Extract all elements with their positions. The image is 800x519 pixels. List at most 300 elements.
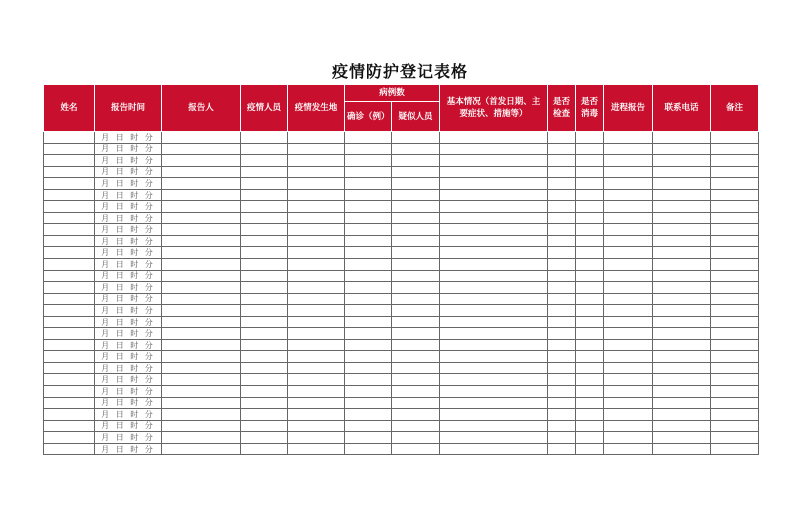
table-cell[interactable] [548, 270, 576, 282]
table-cell[interactable] [44, 166, 95, 178]
table-cell[interactable] [392, 316, 440, 328]
table-cell[interactable] [548, 328, 576, 340]
table-cell[interactable] [162, 155, 241, 167]
table-cell[interactable] [548, 132, 576, 144]
table-cell[interactable] [241, 132, 288, 144]
table-cell[interactable] [44, 189, 95, 201]
table-cell[interactable] [548, 259, 576, 271]
table-cell[interactable] [576, 259, 604, 271]
table-cell[interactable] [392, 247, 440, 259]
report-time-cell[interactable]: 月 日 时 分 [95, 293, 162, 305]
table-cell[interactable] [162, 178, 241, 190]
table-cell[interactable] [392, 432, 440, 444]
table-cell[interactable] [345, 155, 392, 167]
table-cell[interactable] [440, 166, 548, 178]
table-cell[interactable] [241, 224, 288, 236]
table-cell[interactable] [576, 189, 604, 201]
table-cell[interactable] [604, 259, 653, 271]
table-cell[interactable] [604, 235, 653, 247]
table-cell[interactable] [288, 166, 345, 178]
table-cell[interactable] [548, 247, 576, 259]
table-cell[interactable] [711, 132, 759, 144]
table-cell[interactable] [548, 305, 576, 317]
table-cell[interactable] [440, 386, 548, 398]
table-cell[interactable] [440, 374, 548, 386]
table-cell[interactable] [44, 397, 95, 409]
table-cell[interactable] [440, 339, 548, 351]
table-cell[interactable] [548, 339, 576, 351]
table-cell[interactable] [604, 132, 653, 144]
table-cell[interactable] [241, 374, 288, 386]
table-cell[interactable] [44, 305, 95, 317]
table-cell[interactable] [576, 362, 604, 374]
table-cell[interactable] [241, 143, 288, 155]
table-cell[interactable] [576, 155, 604, 167]
table-cell[interactable] [576, 351, 604, 363]
table-cell[interactable] [548, 178, 576, 190]
table-cell[interactable] [653, 247, 711, 259]
table-cell[interactable] [711, 155, 759, 167]
table-cell[interactable] [576, 178, 604, 190]
table-cell[interactable] [44, 386, 95, 398]
table-cell[interactable] [440, 443, 548, 455]
table-cell[interactable] [241, 235, 288, 247]
table-cell[interactable] [44, 224, 95, 236]
table-cell[interactable] [576, 420, 604, 432]
table-cell[interactable] [711, 305, 759, 317]
table-cell[interactable] [392, 374, 440, 386]
table-cell[interactable] [548, 293, 576, 305]
report-time-cell[interactable]: 月 日 时 分 [95, 351, 162, 363]
table-cell[interactable] [345, 432, 392, 444]
report-time-cell[interactable]: 月 日 时 分 [95, 178, 162, 190]
table-cell[interactable] [288, 293, 345, 305]
report-time-cell[interactable]: 月 日 时 分 [95, 339, 162, 351]
table-cell[interactable] [345, 166, 392, 178]
table-cell[interactable] [604, 178, 653, 190]
table-cell[interactable] [576, 374, 604, 386]
table-cell[interactable] [576, 132, 604, 144]
table-cell[interactable] [162, 374, 241, 386]
table-cell[interactable] [162, 305, 241, 317]
table-cell[interactable] [162, 293, 241, 305]
table-cell[interactable] [548, 224, 576, 236]
table-cell[interactable] [162, 247, 241, 259]
table-cell[interactable] [548, 201, 576, 213]
table-cell[interactable] [241, 328, 288, 340]
table-cell[interactable] [288, 178, 345, 190]
table-cell[interactable] [345, 235, 392, 247]
table-cell[interactable] [576, 339, 604, 351]
table-cell[interactable] [653, 432, 711, 444]
table-cell[interactable] [440, 351, 548, 363]
table-cell[interactable] [604, 189, 653, 201]
table-cell[interactable] [162, 316, 241, 328]
table-cell[interactable] [241, 178, 288, 190]
table-cell[interactable] [392, 328, 440, 340]
table-cell[interactable] [392, 166, 440, 178]
table-cell[interactable] [576, 409, 604, 421]
table-cell[interactable] [440, 270, 548, 282]
table-cell[interactable] [440, 305, 548, 317]
table-cell[interactable] [241, 282, 288, 294]
table-cell[interactable] [576, 328, 604, 340]
table-cell[interactable] [392, 305, 440, 317]
table-cell[interactable] [711, 374, 759, 386]
table-cell[interactable] [345, 282, 392, 294]
report-time-cell[interactable]: 月 日 时 分 [95, 362, 162, 374]
table-cell[interactable] [711, 166, 759, 178]
report-time-cell[interactable]: 月 日 时 分 [95, 166, 162, 178]
table-cell[interactable] [711, 397, 759, 409]
table-cell[interactable] [288, 143, 345, 155]
table-cell[interactable] [653, 351, 711, 363]
report-time-cell[interactable]: 月 日 时 分 [95, 316, 162, 328]
table-cell[interactable] [711, 386, 759, 398]
table-cell[interactable] [440, 432, 548, 444]
table-cell[interactable] [162, 282, 241, 294]
table-cell[interactable] [604, 316, 653, 328]
table-cell[interactable] [548, 362, 576, 374]
table-cell[interactable] [288, 282, 345, 294]
table-cell[interactable] [288, 397, 345, 409]
report-time-cell[interactable]: 月 日 时 分 [95, 224, 162, 236]
table-cell[interactable] [345, 305, 392, 317]
table-cell[interactable] [162, 420, 241, 432]
table-cell[interactable] [653, 362, 711, 374]
table-cell[interactable] [576, 235, 604, 247]
table-cell[interactable] [653, 328, 711, 340]
table-cell[interactable] [548, 235, 576, 247]
table-cell[interactable] [288, 374, 345, 386]
table-cell[interactable] [241, 247, 288, 259]
table-cell[interactable] [440, 178, 548, 190]
table-cell[interactable] [711, 224, 759, 236]
table-cell[interactable] [653, 374, 711, 386]
table-cell[interactable] [345, 247, 392, 259]
table-cell[interactable] [576, 397, 604, 409]
table-cell[interactable] [576, 386, 604, 398]
table-cell[interactable] [711, 189, 759, 201]
table-cell[interactable] [162, 224, 241, 236]
table-cell[interactable] [576, 293, 604, 305]
table-cell[interactable] [44, 235, 95, 247]
table-cell[interactable] [548, 282, 576, 294]
table-cell[interactable] [576, 201, 604, 213]
table-cell[interactable] [162, 339, 241, 351]
table-cell[interactable] [345, 374, 392, 386]
table-cell[interactable] [548, 374, 576, 386]
table-cell[interactable] [548, 351, 576, 363]
table-cell[interactable] [162, 212, 241, 224]
table-cell[interactable] [711, 409, 759, 421]
report-time-cell[interactable]: 月 日 时 分 [95, 282, 162, 294]
table-cell[interactable] [162, 432, 241, 444]
report-time-cell[interactable]: 月 日 时 分 [95, 189, 162, 201]
table-cell[interactable] [392, 420, 440, 432]
table-cell[interactable] [288, 189, 345, 201]
table-cell[interactable] [44, 155, 95, 167]
table-cell[interactable] [288, 432, 345, 444]
table-cell[interactable] [345, 178, 392, 190]
table-cell[interactable] [44, 143, 95, 155]
table-cell[interactable] [653, 293, 711, 305]
table-cell[interactable] [440, 328, 548, 340]
table-cell[interactable] [392, 443, 440, 455]
table-cell[interactable] [288, 316, 345, 328]
table-cell[interactable] [576, 270, 604, 282]
table-cell[interactable] [241, 316, 288, 328]
table-cell[interactable] [440, 189, 548, 201]
table-cell[interactable] [392, 386, 440, 398]
table-cell[interactable] [288, 247, 345, 259]
table-cell[interactable] [576, 282, 604, 294]
table-cell[interactable] [604, 293, 653, 305]
table-cell[interactable] [711, 316, 759, 328]
table-cell[interactable] [711, 328, 759, 340]
table-cell[interactable] [44, 432, 95, 444]
table-cell[interactable] [604, 339, 653, 351]
table-cell[interactable] [440, 155, 548, 167]
table-cell[interactable] [440, 397, 548, 409]
table-cell[interactable] [392, 143, 440, 155]
table-cell[interactable] [604, 201, 653, 213]
table-cell[interactable] [440, 409, 548, 421]
report-time-cell[interactable]: 月 日 时 分 [95, 443, 162, 455]
report-time-cell[interactable]: 月 日 时 分 [95, 328, 162, 340]
table-cell[interactable] [604, 397, 653, 409]
report-time-cell[interactable]: 月 日 时 分 [95, 143, 162, 155]
table-cell[interactable] [345, 420, 392, 432]
table-cell[interactable] [392, 235, 440, 247]
table-cell[interactable] [44, 328, 95, 340]
table-cell[interactable] [711, 351, 759, 363]
table-cell[interactable] [440, 224, 548, 236]
table-cell[interactable] [162, 201, 241, 213]
table-cell[interactable] [241, 305, 288, 317]
table-cell[interactable] [653, 143, 711, 155]
table-cell[interactable] [548, 212, 576, 224]
table-cell[interactable] [44, 443, 95, 455]
table-cell[interactable] [440, 235, 548, 247]
table-cell[interactable] [548, 166, 576, 178]
table-cell[interactable] [44, 293, 95, 305]
report-time-cell[interactable]: 月 日 时 分 [95, 155, 162, 167]
table-cell[interactable] [604, 374, 653, 386]
table-cell[interactable] [392, 351, 440, 363]
table-cell[interactable] [44, 409, 95, 421]
table-cell[interactable] [288, 351, 345, 363]
table-cell[interactable] [440, 247, 548, 259]
table-cell[interactable] [241, 432, 288, 444]
report-time-cell[interactable]: 月 日 时 分 [95, 259, 162, 271]
table-cell[interactable] [604, 420, 653, 432]
table-cell[interactable] [288, 443, 345, 455]
table-cell[interactable] [345, 328, 392, 340]
table-cell[interactable] [440, 259, 548, 271]
table-cell[interactable] [548, 397, 576, 409]
table-cell[interactable] [44, 270, 95, 282]
table-cell[interactable] [653, 420, 711, 432]
table-cell[interactable] [241, 362, 288, 374]
table-cell[interactable] [392, 132, 440, 144]
table-cell[interactable] [44, 178, 95, 190]
table-cell[interactable] [711, 201, 759, 213]
table-cell[interactable] [162, 132, 241, 144]
table-cell[interactable] [604, 351, 653, 363]
report-time-cell[interactable]: 月 日 时 分 [95, 305, 162, 317]
table-cell[interactable] [576, 247, 604, 259]
table-cell[interactable] [241, 155, 288, 167]
table-cell[interactable] [653, 259, 711, 271]
report-time-cell[interactable]: 月 日 时 分 [95, 235, 162, 247]
table-cell[interactable] [392, 259, 440, 271]
table-cell[interactable] [604, 155, 653, 167]
table-cell[interactable] [653, 282, 711, 294]
table-cell[interactable] [288, 212, 345, 224]
table-cell[interactable] [288, 270, 345, 282]
table-cell[interactable] [162, 397, 241, 409]
table-cell[interactable] [711, 270, 759, 282]
report-time-cell[interactable]: 月 日 时 分 [95, 374, 162, 386]
table-cell[interactable] [440, 212, 548, 224]
table-cell[interactable] [653, 155, 711, 167]
report-time-cell[interactable]: 月 日 时 分 [95, 420, 162, 432]
table-cell[interactable] [162, 143, 241, 155]
table-cell[interactable] [653, 166, 711, 178]
table-cell[interactable] [44, 201, 95, 213]
table-cell[interactable] [604, 282, 653, 294]
table-cell[interactable] [604, 166, 653, 178]
table-cell[interactable] [345, 409, 392, 421]
table-cell[interactable] [653, 339, 711, 351]
table-cell[interactable] [711, 362, 759, 374]
table-cell[interactable] [162, 409, 241, 421]
table-cell[interactable] [162, 259, 241, 271]
table-cell[interactable] [162, 443, 241, 455]
table-cell[interactable] [345, 443, 392, 455]
table-cell[interactable] [44, 374, 95, 386]
table-cell[interactable] [241, 339, 288, 351]
table-cell[interactable] [548, 189, 576, 201]
table-cell[interactable] [392, 339, 440, 351]
table-cell[interactable] [653, 201, 711, 213]
report-time-cell[interactable]: 月 日 时 分 [95, 397, 162, 409]
table-cell[interactable] [44, 282, 95, 294]
table-cell[interactable] [288, 235, 345, 247]
table-cell[interactable] [288, 409, 345, 421]
table-cell[interactable] [653, 397, 711, 409]
table-cell[interactable] [241, 166, 288, 178]
table-cell[interactable] [548, 155, 576, 167]
table-cell[interactable] [288, 259, 345, 271]
table-cell[interactable] [711, 420, 759, 432]
table-cell[interactable] [548, 316, 576, 328]
table-cell[interactable] [576, 316, 604, 328]
table-cell[interactable] [345, 316, 392, 328]
table-cell[interactable] [44, 420, 95, 432]
table-cell[interactable] [345, 212, 392, 224]
table-cell[interactable] [288, 201, 345, 213]
table-cell[interactable] [241, 270, 288, 282]
table-cell[interactable] [604, 224, 653, 236]
table-cell[interactable] [604, 432, 653, 444]
table-cell[interactable] [162, 362, 241, 374]
table-cell[interactable] [604, 362, 653, 374]
table-cell[interactable] [288, 155, 345, 167]
table-cell[interactable] [653, 235, 711, 247]
table-cell[interactable] [711, 247, 759, 259]
table-cell[interactable] [653, 270, 711, 282]
table-cell[interactable] [392, 201, 440, 213]
table-cell[interactable] [44, 132, 95, 144]
table-cell[interactable] [711, 443, 759, 455]
table-cell[interactable] [345, 132, 392, 144]
table-cell[interactable] [345, 339, 392, 351]
table-cell[interactable] [440, 293, 548, 305]
table-cell[interactable] [392, 224, 440, 236]
table-cell[interactable] [576, 443, 604, 455]
table-cell[interactable] [345, 201, 392, 213]
table-cell[interactable] [288, 328, 345, 340]
table-cell[interactable] [241, 212, 288, 224]
table-cell[interactable] [44, 339, 95, 351]
table-cell[interactable] [653, 178, 711, 190]
table-cell[interactable] [711, 212, 759, 224]
table-cell[interactable] [711, 235, 759, 247]
table-cell[interactable] [604, 443, 653, 455]
table-cell[interactable] [162, 166, 241, 178]
table-cell[interactable] [162, 328, 241, 340]
table-cell[interactable] [576, 305, 604, 317]
table-cell[interactable] [162, 386, 241, 398]
table-cell[interactable] [345, 270, 392, 282]
table-cell[interactable] [392, 362, 440, 374]
report-time-cell[interactable]: 月 日 时 分 [95, 432, 162, 444]
table-cell[interactable] [162, 235, 241, 247]
table-cell[interactable] [440, 201, 548, 213]
table-cell[interactable] [392, 282, 440, 294]
table-cell[interactable] [162, 351, 241, 363]
table-cell[interactable] [241, 189, 288, 201]
table-cell[interactable] [711, 432, 759, 444]
table-cell[interactable] [653, 224, 711, 236]
table-cell[interactable] [44, 212, 95, 224]
table-cell[interactable] [548, 143, 576, 155]
table-cell[interactable] [711, 339, 759, 351]
table-cell[interactable] [241, 386, 288, 398]
table-cell[interactable] [604, 143, 653, 155]
table-cell[interactable] [653, 305, 711, 317]
table-cell[interactable] [288, 386, 345, 398]
table-cell[interactable] [440, 362, 548, 374]
table-cell[interactable] [576, 166, 604, 178]
table-cell[interactable] [44, 351, 95, 363]
table-cell[interactable] [604, 409, 653, 421]
table-cell[interactable] [44, 362, 95, 374]
table-cell[interactable] [440, 282, 548, 294]
table-cell[interactable] [392, 189, 440, 201]
table-cell[interactable] [345, 397, 392, 409]
report-time-cell[interactable]: 月 日 时 分 [95, 247, 162, 259]
table-cell[interactable] [288, 132, 345, 144]
table-cell[interactable] [241, 409, 288, 421]
table-cell[interactable] [345, 143, 392, 155]
table-cell[interactable] [288, 362, 345, 374]
report-time-cell[interactable]: 月 日 时 分 [95, 212, 162, 224]
table-cell[interactable] [653, 189, 711, 201]
table-cell[interactable] [653, 409, 711, 421]
